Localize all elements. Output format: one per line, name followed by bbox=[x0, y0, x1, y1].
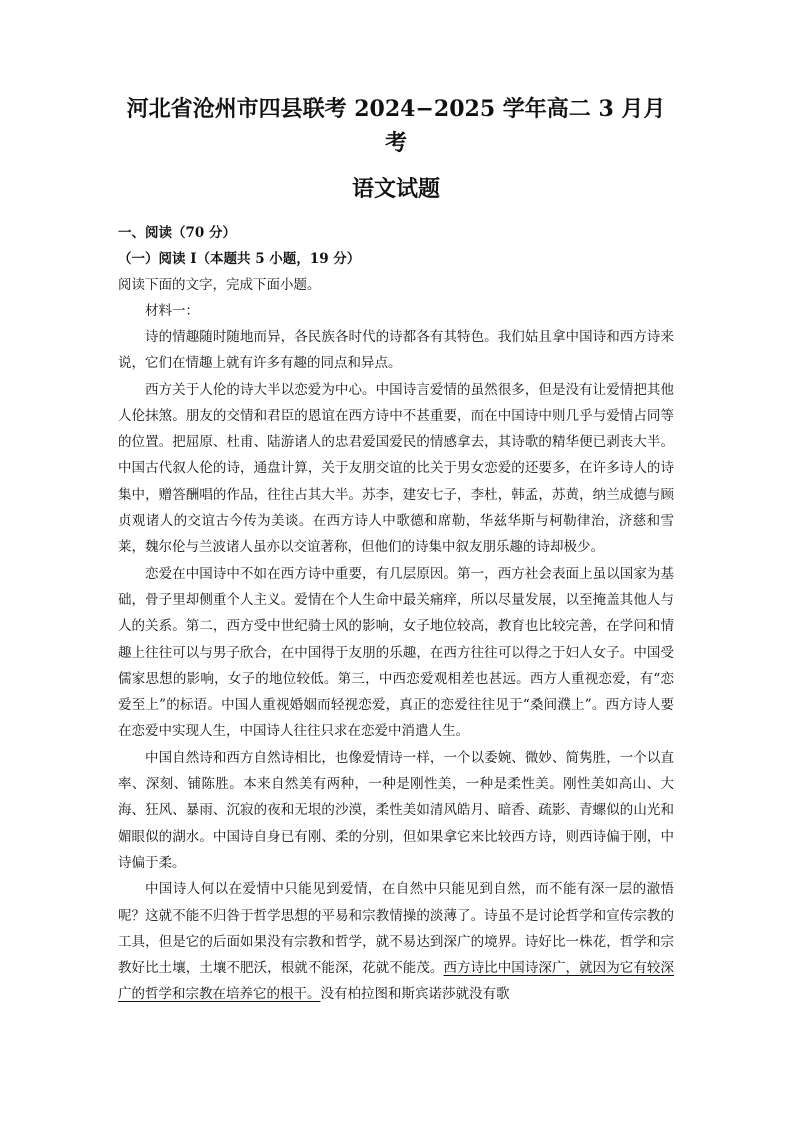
underlined-sentence: 西方诗比中国诗深广，就因为它有较深广的哲学和宗教在培养它的根干。 bbox=[118, 960, 674, 1003]
page-title: 河北省沧州市四县联考 2024−2025 学年高二 3 月月考 bbox=[126, 96, 666, 156]
paragraph-5 bbox=[118, 876, 674, 1007]
paragraph-5-text: 中国诗人何以在爱情中只能见到爱情，在自然中只能见到自然，而不能有深一层的澈悟呢？这就不能不归咎于哲学思想的平易和宗教情操的淡薄了。诗虽不是讨论哲学和宣传宗教的工具，但是它的后面如果没有宗教和哲学，就不易达到深广的境界。诗好比一株花，哲学和宗教好比土壤，土壤不肥沃，根就不能深，花就不能茂。 bbox=[118, 881, 674, 977]
instruction-text: 阅读下面的文字，完成下面小题。 bbox=[118, 277, 321, 293]
paragraph-3: 恋爱在中国诗中不如在西方诗中重要，有几层原因。第一，西方社会表面上虽以国家为基础，骨子里却侧重个人主义。爱情在个人生命中最关痛痒，所以尽量发展，以至掩盖其他人与人的关系。第二，西方受中世纪骑士风的影响，女子地位较高，教育也比较完善，在学问和情趣上往往可以与男子欣合，在中国得于友朋的乐趣，在西方往往可以得之于妇人女子。中国受儒家思想的影响，女子的地位较低。第三，中西恋爱观相差也甚远。西方人重视恋爱，有“恋爱至上”的标语。中国人重视婚姻而轻视恋爱，真正的恋爱往往见于“桑间濮上”。西方诗人要在恋爱中实现人生，中国诗人往往只求在恋爱中消遣人生。 bbox=[118, 565, 674, 740]
material-label: 材料一： bbox=[145, 303, 199, 319]
paragraph-1: 诗的情趣随时随地而异，各民族各时代的诗都各有其特色。我们姑且拿中国诗和西方诗来说，它们在情趣上就有许多有趣的同点和异点。 bbox=[118, 329, 674, 372]
paragraph-2: 西方关于人伦的诗大半以恋爱为中心。中国诗言爱情的虽然很多，但是没有让爱情把其他人伦抹煞。朋友的交情和君臣的恩谊在西方诗中不甚重要，而在中国诗中则几乎与爱情占同等的位置。把屈原、杜甫、陆游诸人的忠君爱国爱民的情感拿去，其诗歌的精华便已剥丧大半。中国古代叙人伦的诗，通盘计算，关于友朋交谊的比关于男女恋爱的还要多，在许多诗人的诗集中，赠答酬唱的作品，往往占其大半。苏李，建安七子，李杜，韩孟，苏黄，纳兰成德与顾贞观诸人的交谊古今传为美谈。在西方诗人中歌德和席勒，华兹华斯与柯勒律治，济慈和雪莱，魏尔伦与兰波诸人虽亦以交谊著称，但他们的诗集中叙友朋乐趣的诗却极少。 bbox=[118, 381, 674, 556]
paragraph-4: 中国自然诗和西方自然诗相比，也像爱情诗一样，一个以委婉、微妙、简隽胜，一个以直率、深刻、铺陈胜。本来自然美有两种，一种是刚性美，一种是柔性美。刚性美如高山、大海、狂风、暴雨、沉寂的夜和无垠的沙漠，柔性美如清风皓月、暗香、疏影、青螺似的山光和媚眼似的湖水。中国诗自身已有刚、柔的分别，但如果拿它来比较西方诗，则西诗偏于刚，中诗偏于柔。 bbox=[118, 749, 674, 871]
paragraph-5-tail: 没有柏拉图和斯宾诺莎就没有歌 bbox=[320, 986, 510, 1003]
section-heading: 一、阅读（70 分） bbox=[118, 225, 236, 241]
page-subtitle: 语文试题 bbox=[351, 176, 440, 202]
subsection-heading: （一）阅读 I（本题共 5 小题，19 分） bbox=[118, 251, 361, 267]
